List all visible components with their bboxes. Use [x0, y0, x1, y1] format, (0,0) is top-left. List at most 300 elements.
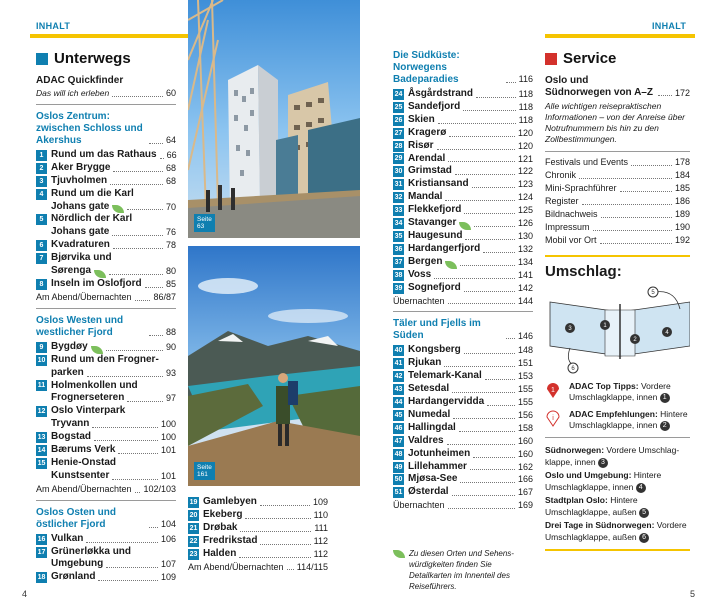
leaf-map-icon [112, 205, 124, 213]
service-entry[interactable] [545, 195, 690, 208]
entry-page: 112 [313, 548, 328, 559]
entry-title: Henie-Onstad [51, 456, 117, 468]
entry-title: Sandefjord [408, 100, 461, 112]
entry-page: 106 [160, 533, 176, 544]
entry-number-badge: 49 [394, 463, 403, 471]
toc-entry[interactable] [393, 383, 533, 396]
header-rule-left [30, 34, 188, 38]
entry-number-badge: 15 [37, 459, 46, 467]
entry-title-line2: parken [51, 366, 84, 378]
entry-title: Kongsberg [408, 344, 461, 356]
entry-title: Rund um die Karl [51, 187, 134, 199]
toc-column-regions [393, 50, 533, 592]
toc-entry[interactable] [393, 153, 533, 166]
toc-entry[interactable] [188, 496, 328, 509]
entry-page: 80 [165, 266, 176, 277]
toc-entry-continued[interactable] [36, 392, 176, 405]
entry-title: Jotunheimen [408, 447, 471, 459]
diagram-number-3: 3 [568, 326, 572, 332]
entry-number-badge: 45 [394, 411, 403, 419]
entry-page: 68 [165, 175, 176, 186]
entry-number-badge: 39 [394, 284, 403, 292]
entry-number-badge: 14 [37, 446, 46, 454]
entry-title: Hallingdal [408, 421, 456, 433]
page-ref-badge-161: Seite 161 [194, 462, 215, 480]
entry-title-line2: Tryvann [51, 418, 90, 430]
entry-title: Grimstad [408, 165, 452, 177]
toc-entry[interactable] [393, 101, 533, 114]
entry-page: 166 [517, 474, 533, 485]
entry-page: 76 [165, 227, 176, 238]
entry-page: 111 [314, 522, 328, 533]
entry-number-badge: 43 [394, 386, 403, 394]
entry-page: 120 [517, 127, 533, 138]
entry-page: 125 [517, 205, 533, 216]
entry-page: 66 [166, 149, 177, 160]
region-title: Oslos Westen und westlicher Fjord [36, 314, 124, 338]
entry-page: 120 [517, 140, 533, 151]
entry-page: 118 [518, 101, 533, 112]
toc-entry[interactable] [393, 344, 533, 357]
toc-entry[interactable] [36, 546, 176, 559]
entry-number-badge: 36 [394, 245, 403, 253]
page-number-right: 5 [690, 589, 696, 599]
entry-title: Setesdal [408, 383, 450, 395]
diagram-number-6: 6 [571, 366, 575, 372]
entry-title: Mjøsa-See [408, 473, 458, 485]
entry-number-badge: 30 [394, 168, 403, 176]
photo-fjord-hiker [188, 246, 360, 486]
entry-number-badge: 26 [394, 116, 403, 124]
entry-number-badge: 35 [394, 232, 403, 240]
tip-number-badge: 1 [660, 393, 670, 403]
entry-number-badge: 1 [36, 150, 47, 161]
service-entry-page: 189 [674, 209, 690, 219]
service-bottom-rule [545, 549, 690, 551]
toc-footer-entry[interactable] [36, 483, 176, 496]
footer-page: 86/87 [153, 291, 176, 302]
entry-page: 158 [517, 422, 533, 433]
entry-title: Holmenkollen und [51, 379, 138, 391]
entry-page: 153 [517, 371, 533, 382]
toc-entry[interactable] [393, 165, 533, 178]
service-entry-page: 184 [674, 170, 690, 180]
toc-entry[interactable] [393, 127, 533, 140]
region-heading[interactable] [393, 50, 533, 86]
service-entry-page: 178 [674, 157, 690, 167]
footer-title: Am Abend/Übernachten [36, 483, 132, 494]
entry-number-badge: 27 [394, 129, 403, 137]
diagram-number-5: 5 [651, 290, 655, 296]
leaf-map-icon [445, 261, 457, 269]
entry-page: 85 [165, 278, 176, 289]
entry-title-line2: Kunstsenter [51, 469, 110, 481]
entry-number-badge: 17 [37, 548, 46, 556]
entry-page: 148 [517, 345, 533, 356]
entry-number-badge: 50 [394, 476, 403, 484]
toc-entry-continued[interactable] [36, 470, 176, 483]
footer-title: Am Abend/Übernachten [188, 561, 284, 572]
entry-page: 100 [160, 432, 176, 443]
entry-page: 70 [165, 201, 176, 212]
map-location: Hintere Umschlagklappe, außen [545, 495, 638, 517]
entry-page: 132 [517, 243, 533, 254]
entry-page: 112 [313, 535, 328, 546]
entry-page: 141 [517, 269, 533, 280]
region-page: 116 [518, 74, 533, 85]
header-left: INHALT [36, 21, 71, 31]
entry-page: 118 [518, 89, 533, 99]
entry-title: Vulkan [51, 532, 84, 544]
entry-title: Arendal [408, 152, 446, 164]
toc-column-continued [188, 496, 328, 573]
entry-title-line2: Johans gate [51, 226, 110, 238]
entry-page: 142 [517, 282, 533, 293]
leaf-map-icon [91, 346, 103, 354]
toc-entry[interactable] [36, 341, 176, 354]
toc-entry[interactable] [36, 278, 176, 291]
page-ref-badge-63: Seite 63 [194, 214, 215, 232]
entry-title: Haugesund [408, 229, 463, 241]
entry-page: 68 [165, 162, 176, 173]
service-entry[interactable] [545, 182, 690, 195]
detail-map-note: Zu diesen Orten und Sehens- würdigkeiten finden Sie Detailkarten im Innenteil des Reiseführers. [393, 548, 533, 592]
entry-title: Risør [408, 139, 434, 151]
entry-title: Oslo Vinterpark [51, 405, 126, 417]
entry-number-badge: 38 [394, 271, 403, 279]
entry-number-badge: 23 [189, 550, 198, 558]
entry-page: 90 [165, 341, 176, 352]
toc-entry[interactable] [393, 230, 533, 243]
service-entry[interactable] [545, 156, 690, 169]
toc-entry[interactable] [393, 88, 533, 101]
entry-page: 155 [517, 397, 533, 408]
entry-title: Hardangervidda [408, 396, 485, 408]
entry-title: Gamlebyen [203, 496, 257, 507]
entry-number-badge: 2 [36, 163, 47, 174]
entry-page: 107 [160, 559, 176, 570]
service-az-row[interactable]: Oslo und Südnorwegen von A–Z 172 [545, 75, 690, 98]
toc-entry[interactable] [393, 282, 533, 295]
toc-entry[interactable] [393, 204, 533, 217]
toc-entry[interactable] [393, 217, 533, 230]
diagram-number-2: 2 [633, 337, 637, 343]
service-entry-title: Mobil vor Ort [545, 235, 597, 245]
toc-entry[interactable] [36, 380, 176, 393]
entry-title-line2: Sørenga [51, 265, 92, 277]
entry-title: Sognefjord [408, 281, 461, 293]
entry-title: Lillehammer [408, 460, 467, 472]
entry-title: Rund um das Rathaus [51, 148, 157, 160]
toc-entry[interactable] [36, 533, 176, 546]
entry-number-badge: 10 [37, 356, 46, 364]
footer-page: 169 [517, 500, 533, 511]
toc-footer-entry[interactable] [36, 291, 176, 304]
entry-title: Grønland [51, 571, 96, 583]
entry-number-badge: 6 [36, 240, 47, 251]
toc-entry[interactable] [393, 422, 533, 435]
region-page: 88 [165, 326, 176, 337]
diagram-number-1: 1 [603, 323, 607, 329]
service-entry[interactable] [545, 208, 690, 221]
entry-page: 156 [517, 409, 533, 420]
service-entry-title: Chronik [545, 170, 577, 180]
toc-entry[interactable] [393, 461, 533, 474]
toc-column-unterwegs [36, 50, 176, 584]
toc-footer-entry[interactable] [393, 295, 533, 308]
toc-entry[interactable] [393, 256, 533, 269]
toc-footer-entry[interactable] [393, 499, 533, 512]
entry-number-badge: 21 [189, 524, 198, 532]
umschlag-heading: Umschlag: [545, 263, 622, 280]
toc-entry[interactable] [393, 269, 533, 282]
entry-title: Kristiansand [408, 178, 469, 190]
entry-number-badge: 9 [36, 342, 47, 353]
toc-entry[interactable] [36, 354, 176, 367]
toc-entry[interactable] [393, 409, 533, 422]
map-location: Vordere Umschlagklappe, außen [545, 520, 687, 542]
footer-page: 114/115 [296, 561, 328, 572]
entry-title: Drøbak [203, 521, 238, 533]
region-heading[interactable] [393, 318, 533, 342]
cover-map-entry [545, 519, 690, 543]
map-label: Oslo und Umgebung: [545, 470, 632, 480]
region-title: Die Südküste: Norwegens Badeparadies [393, 50, 460, 85]
cover-tip-entry [545, 381, 690, 403]
entry-title: Halden [203, 547, 237, 559]
empfehlung-icon [545, 409, 563, 427]
entry-title: Åsgårdstrand [408, 88, 474, 99]
entry-number-badge: 44 [394, 398, 403, 406]
toc-entry[interactable] [36, 571, 176, 584]
entry-title: Østerdal [408, 486, 449, 498]
leaf-map-icon [393, 550, 405, 558]
toc-entry[interactable] [36, 188, 176, 201]
region-title: Oslos Zentrum: zwischen Schloss und Akershus [36, 110, 143, 146]
entry-page: 124 [517, 192, 533, 203]
entry-number-badge: 33 [394, 207, 403, 215]
region-heading[interactable] [36, 315, 176, 339]
entry-page: 130 [517, 230, 533, 241]
entry-page: 78 [165, 240, 176, 251]
toc-entry[interactable] [36, 162, 176, 175]
entry-number-badge: 16 [37, 535, 46, 543]
entry-title: Stavanger [408, 217, 457, 229]
cover-map-entry [545, 494, 690, 518]
toc-entry-continued[interactable] [36, 226, 176, 239]
toc-entry[interactable] [393, 191, 533, 204]
entry-title: Skien [408, 113, 435, 125]
umschlag-section [545, 255, 690, 543]
entry-number-badge: 3 [36, 176, 47, 187]
toc-entry[interactable] [393, 435, 533, 448]
section-heading-unterwegs: Unterwegs [36, 50, 176, 67]
service-entry-page: 186 [674, 196, 690, 206]
service-entry[interactable] [545, 221, 690, 234]
entry-page: 101 [160, 445, 176, 456]
toc-entry[interactable] [188, 535, 328, 548]
photo-oslo-architecture [188, 0, 360, 238]
toc-entry[interactable] [36, 175, 176, 188]
svg-text:1: 1 [551, 387, 555, 394]
entry-number-badge: 32 [394, 194, 403, 202]
entry-page: 109 [160, 572, 176, 583]
entry-title-line2: Frognerseteren [51, 392, 125, 404]
toc-footer-entry[interactable] [188, 561, 328, 574]
toc-entry[interactable] [36, 213, 176, 226]
entry-number-badge: 42 [394, 373, 403, 381]
entry-page: 126 [517, 218, 533, 229]
service-entry-title: Impressum [545, 222, 590, 232]
footer-page: 102/103 [143, 483, 176, 494]
toc-entry[interactable] [188, 548, 328, 561]
service-entry-title: Festivals und Events [545, 157, 629, 167]
map-number-badge: 3 [598, 458, 608, 468]
entry-page: 93 [165, 367, 176, 378]
entry-page: 167 [517, 487, 533, 498]
map-number-badge: 6 [639, 533, 649, 543]
entry-page: 160 [517, 448, 533, 459]
map-label: Südnorwegen: [545, 445, 605, 455]
toc-entry-continued[interactable] [36, 367, 176, 380]
map-number-badge: 4 [636, 483, 646, 493]
entry-number-badge: 11 [37, 382, 46, 390]
entry-page: 160 [517, 435, 533, 446]
entry-number-badge: 7 [36, 253, 47, 264]
photo-oslo-architecture-illustration [188, 0, 360, 238]
entry-number-badge: 40 [394, 347, 403, 355]
region-title: Täler und Fjells im Süden [393, 318, 481, 342]
entry-number-badge: 47 [394, 437, 403, 445]
service-entry-page: 192 [674, 235, 690, 245]
header-rule-right [545, 34, 695, 38]
entry-page: 134 [517, 256, 533, 267]
map-label: Drei Tage in Südnorwegen: [545, 520, 655, 530]
photo-fjord-hiker-illustration [188, 246, 360, 486]
map-number-badge: 5 [639, 508, 649, 518]
entry-page: 109 [312, 497, 328, 507]
quickfinder-row[interactable]: Das will ich erleben 60 [36, 88, 176, 98]
cover-map-entry [545, 444, 690, 468]
toc-entry[interactable] [393, 473, 533, 486]
entry-title-line2: Umgebung [51, 558, 104, 570]
toc-entry[interactable] [36, 239, 176, 252]
entry-number-badge: 48 [394, 450, 403, 458]
entry-number-badge: 24 [394, 90, 403, 98]
entry-number-badge: 8 [36, 279, 47, 290]
toc-entry[interactable] [36, 149, 176, 162]
toc-entry[interactable] [393, 114, 533, 127]
entry-number-badge: 51 [394, 489, 403, 497]
toc-entry[interactable] [393, 486, 533, 499]
toc-entry[interactable] [36, 252, 176, 265]
toc-entry[interactable] [188, 522, 328, 535]
entry-title: Rund um den Frogner- [51, 353, 159, 365]
toc-entry-continued[interactable] [36, 418, 176, 431]
tip-location: Vordere Umschlagklappe, innen [569, 381, 671, 402]
entry-number-badge: 31 [394, 181, 403, 189]
diagram-number-4: 4 [665, 330, 669, 336]
svg-text:i: i [552, 415, 554, 422]
entry-number-badge: 18 [37, 574, 46, 582]
section-heading-service: Service [545, 50, 690, 67]
cover-map-entry [545, 469, 690, 493]
page-number-left: 4 [22, 589, 28, 599]
header-right: INHALT [652, 21, 687, 31]
entry-number-badge: 41 [394, 360, 403, 368]
toc-entry[interactable] [393, 178, 533, 191]
service-entry[interactable] [545, 169, 690, 182]
entry-number-badge: 13 [37, 434, 46, 442]
entry-title-line2: Johans gate [51, 200, 110, 212]
leaf-map-icon [459, 222, 471, 230]
region-heading[interactable] [36, 111, 176, 147]
tip-label: ADAC Empfehlungen: [569, 409, 658, 419]
blue-square-icon [36, 53, 48, 65]
region-page: 64 [165, 135, 176, 145]
red-square-icon [545, 53, 557, 65]
entry-title: Grünerløkka und [51, 545, 132, 557]
region-title: Oslos Osten und östlicher Fjord [36, 506, 117, 530]
entry-number-badge: 29 [394, 155, 403, 163]
toc-entry-continued[interactable] [36, 265, 176, 278]
entry-page: 100 [160, 419, 176, 430]
footer-page: 144 [517, 295, 533, 306]
toc-entry[interactable] [393, 370, 533, 383]
toc-column-service [545, 50, 690, 551]
entry-title: Telemark-Kanal [408, 370, 482, 382]
footer-title: Übernachten [393, 500, 445, 511]
entry-number-badge: 37 [394, 258, 403, 266]
entry-page: 162 [517, 461, 533, 472]
toc-entry-continued[interactable] [36, 558, 176, 571]
toc-entry[interactable] [36, 457, 176, 470]
toc-entry[interactable] [36, 405, 176, 418]
tip-location: Hintere Umschlagklappe, innen [569, 409, 688, 430]
toc-entry[interactable] [393, 448, 533, 461]
entry-title: Flekkefjord [408, 204, 462, 216]
entry-title: Inseln im Oslofjord [51, 277, 142, 289]
toc-entry-continued[interactable] [36, 201, 176, 214]
footer-title: Am Abend/Übernachten [36, 291, 132, 302]
entry-title: Ekeberg [203, 508, 243, 520]
entry-title: Hardangerfjord [408, 242, 481, 254]
toc-entry[interactable] [36, 444, 176, 457]
leaf-map-icon [94, 270, 106, 278]
entry-number-badge: 19 [189, 498, 198, 506]
toc-entry[interactable] [393, 140, 533, 153]
service-az-note: Alle wichtigen reisepraktischen Informationen – von der Anreise über Notrufnummern bis hin zu den Zollbestimmungen. [545, 101, 686, 144]
service-entry-title: Mini-Sprachführer [545, 183, 617, 193]
cover-tip-entry [545, 409, 690, 431]
service-entry[interactable] [545, 234, 690, 247]
entry-page: 121 [517, 153, 533, 164]
toc-entry[interactable] [188, 509, 328, 522]
tip-number-badge: 2 [660, 421, 670, 431]
region-page: 104 [160, 518, 176, 529]
entry-page: 155 [517, 384, 533, 395]
toc-entry[interactable] [393, 396, 533, 409]
entry-title: Kvadraturen [51, 239, 110, 251]
entry-page: 122 [517, 166, 533, 177]
entry-number-badge: 5 [36, 214, 47, 225]
toc-entry[interactable] [393, 357, 533, 370]
toc-entry[interactable] [36, 431, 176, 444]
entry-number-badge: 22 [189, 537, 198, 545]
region-heading[interactable] [36, 507, 176, 531]
toc-entry[interactable] [393, 243, 533, 256]
entry-title: Kragerø [408, 126, 447, 138]
